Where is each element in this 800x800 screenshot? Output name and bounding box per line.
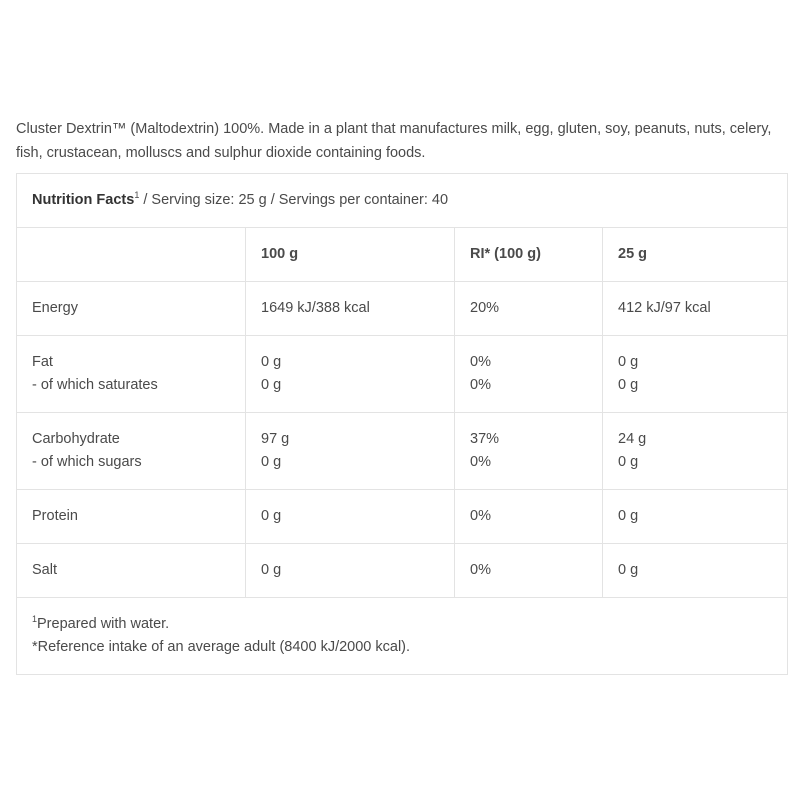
value-line: 0%: [470, 353, 491, 370]
value-line: 0 g: [261, 507, 282, 524]
value-per-25g: [603, 282, 788, 336]
footnotes: [17, 598, 788, 675]
footnote-1-text: Prepared with water.: [37, 615, 170, 632]
value-line: 20%: [470, 299, 500, 316]
value-per-100g: [246, 544, 455, 598]
table-row-carbohydrate: [17, 413, 788, 490]
value-line: 0 g: [618, 454, 639, 470]
nutrient-label: [17, 282, 246, 336]
value-line: 0 g: [618, 377, 639, 393]
label-line: - of which sugars: [32, 454, 142, 470]
value-line: 0 g: [261, 454, 282, 470]
nutrition-facts-heading: Nutrition Facts: [32, 191, 135, 208]
label-line: Salt: [32, 561, 57, 578]
label-line: Protein: [32, 507, 78, 524]
column-header-row: [17, 228, 788, 282]
value-line: 0 g: [618, 507, 639, 524]
table-title: [17, 174, 788, 228]
table-row-salt: [17, 544, 788, 598]
value-ri: [455, 490, 603, 544]
label-line: Energy: [32, 299, 78, 316]
nutrient-label: [17, 544, 246, 598]
nutrient-label: [17, 490, 246, 544]
header-per-100g: 100 g: [246, 228, 455, 282]
label-line: Fat: [32, 353, 53, 370]
value-per-100g: [246, 282, 455, 336]
header-per-25g: 25 g: [603, 228, 788, 282]
table-title-row: [17, 174, 788, 228]
value-line: 1649 kJ/388 kcal: [261, 299, 370, 316]
footnote-marker: 1: [134, 189, 140, 200]
header-empty: [17, 228, 246, 282]
value-line: 0 g: [261, 353, 282, 370]
value-per-25g: [603, 413, 788, 490]
value-line: 412 kJ/97 kcal: [618, 299, 711, 316]
value-per-100g: [246, 336, 455, 413]
value-line: 0 g: [261, 561, 282, 578]
label-line: Carbohydrate: [32, 430, 120, 447]
value-line: 0 g: [618, 561, 639, 578]
value-line: 24 g: [618, 430, 647, 447]
value-ri: [455, 413, 603, 490]
nutrition-facts-table: [16, 173, 788, 675]
footnote-2: *Reference intake of an average adult (8400 kJ/2000 kcal).: [32, 639, 411, 655]
value-ri: [455, 336, 603, 413]
table-row-fat: [17, 336, 788, 413]
value-per-100g: [246, 413, 455, 490]
value-line: 0%: [470, 454, 491, 470]
product-description: [16, 117, 786, 165]
header-ri: RI* (100 g): [455, 228, 603, 282]
table-row-protein: [17, 490, 788, 544]
label-line: - of which saturates: [32, 377, 158, 393]
value-ri: [455, 282, 603, 336]
footnote-1: [32, 613, 772, 637]
value-line: 37%: [470, 430, 500, 447]
value-line: 0%: [470, 377, 491, 393]
value-per-25g: [603, 544, 788, 598]
value-line: 0%: [470, 507, 491, 524]
value-line: 97 g: [261, 430, 290, 447]
value-line: 0 g: [618, 353, 639, 370]
footnote-marker: 1: [32, 613, 38, 624]
footnotes-row: [17, 598, 788, 675]
nutrient-label: [17, 336, 246, 413]
value-per-25g: [603, 490, 788, 544]
value-per-100g: [246, 490, 455, 544]
serving-info: / Serving size: 25 g / Servings per container: 40: [139, 191, 449, 208]
value-ri: [455, 544, 603, 598]
value-line: 0%: [470, 561, 491, 578]
table-row-energy: [17, 282, 788, 336]
value-line: 0 g: [261, 377, 282, 393]
description-line-2: fish, crustacean, molluscs and sulphur dioxide containing foods.: [16, 145, 426, 161]
description-line-1: Cluster Dextrin™ (Maltodextrin) 100%. Made in a plant that manufactures milk, egg, gluten, soy, peanuts, nuts, celery,: [16, 121, 772, 137]
nutrient-label: [17, 413, 246, 490]
value-per-25g: [603, 336, 788, 413]
